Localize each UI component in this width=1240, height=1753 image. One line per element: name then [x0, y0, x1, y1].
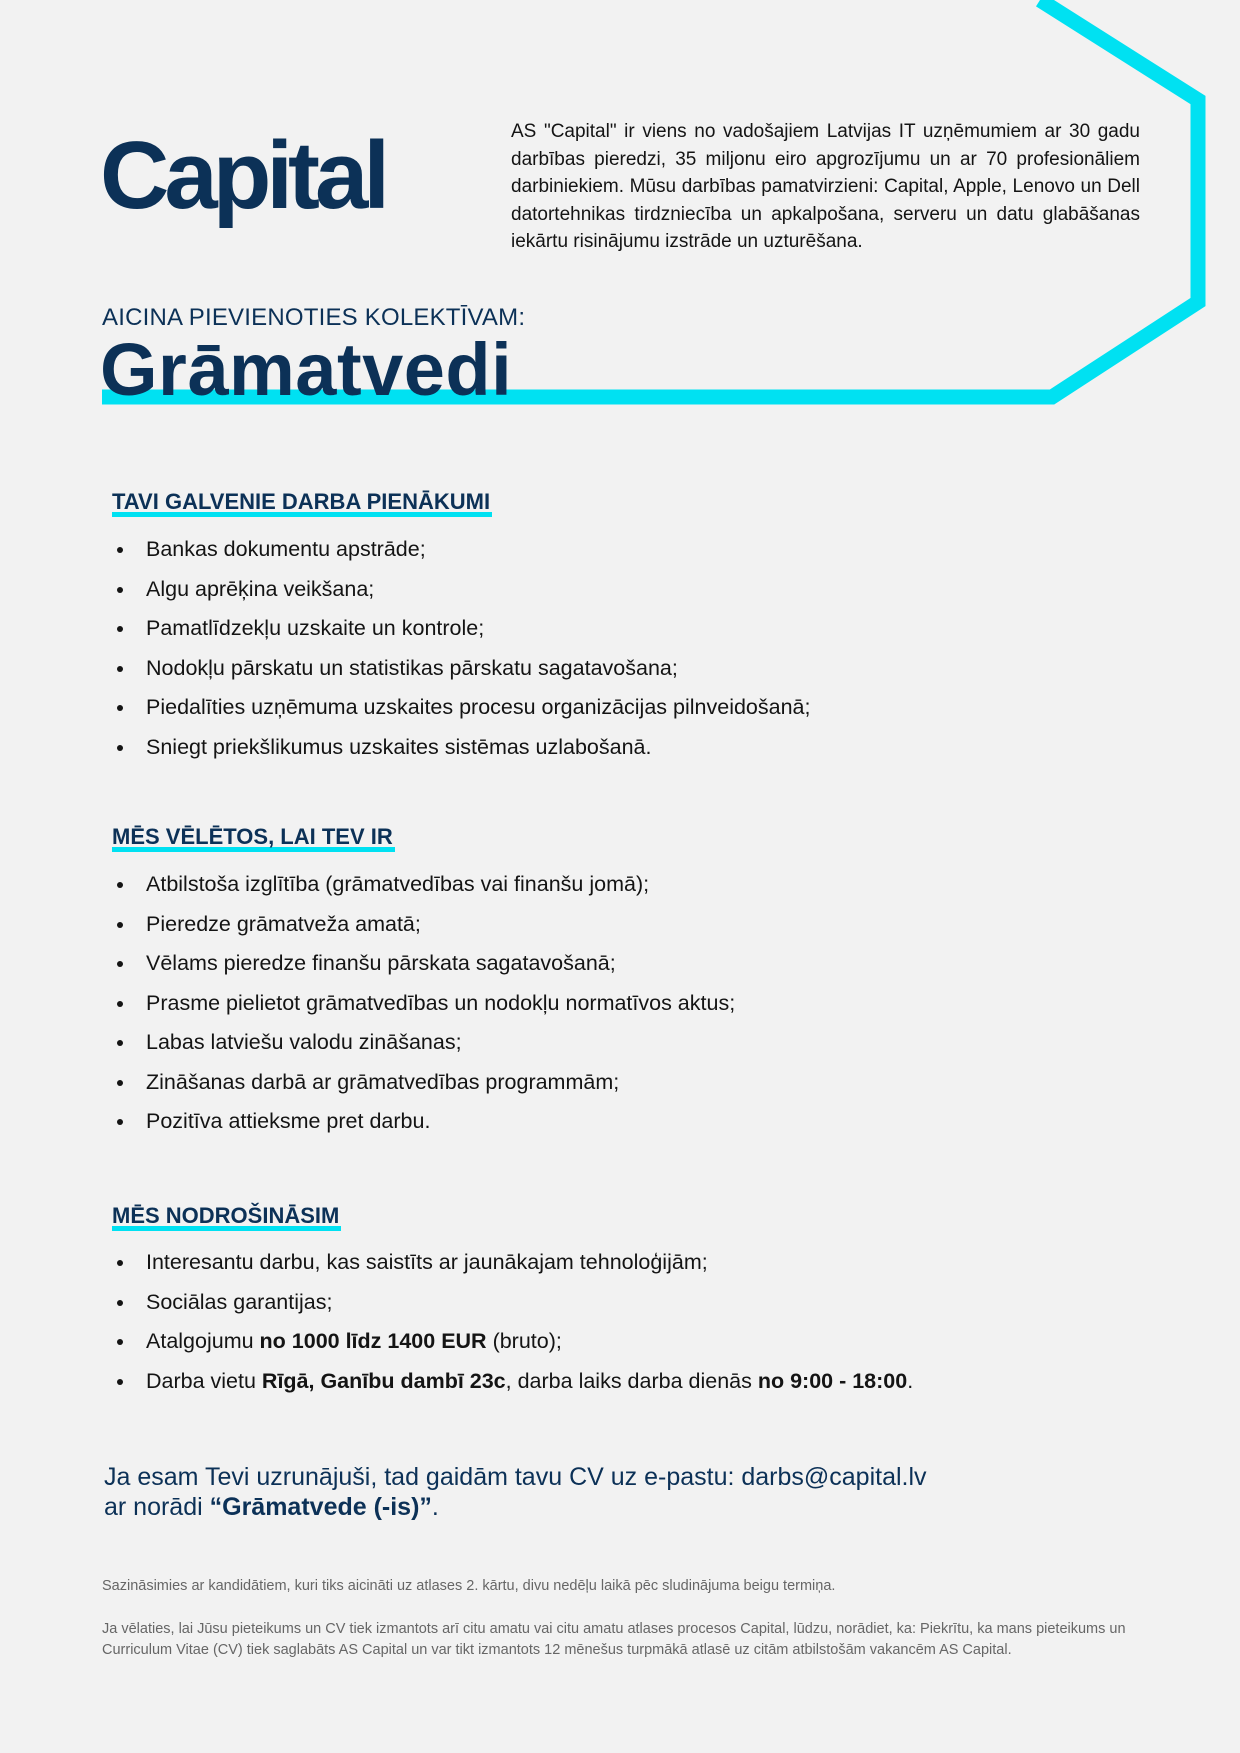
cta-line-2-pre: ar norādi	[104, 1493, 210, 1521]
list-item: • Pozitīva attieksme pret darbu.	[136, 1102, 735, 1142]
list-item: • Labas latviešu valodu zināšanas;	[136, 1023, 735, 1063]
list-item: • Pamatlīdzekļu uzskaite un kontrole;	[136, 609, 810, 649]
location-pre: Darba vietu	[146, 1368, 262, 1393]
section-title-requirements: MĒS VĒLĒTOS, LAI TEV IR	[112, 822, 395, 852]
location-address: Rīgā, Ganību dambī 23c	[261, 1368, 506, 1393]
company-intro: AS "Capital" ir viens no vadošajiem Latvijas IT uzņēmumiem ar 30 gadu darbības pieredzi, 35 miljonu eiro apgrozījumu un ar 70 profesionāliem darbiniekiem. Mūsu darbības pamatvirzieni: Capital, Apple, Lenovo un Dell datortehnikas tirdzniecība un apkalpošana, serveru un datu glabāšanas iekārtu risinājumu izstrāde un uzturēšana.	[511, 121, 1140, 252]
salary-range: no 1000 līdz 1400 EUR	[259, 1329, 487, 1353]
section-title-duties: TAVI GALVENIE DARBA PIENĀKUMI	[112, 487, 492, 517]
list-item: • Zināšanas darbā ar grāmatvedības programmām;	[136, 1063, 735, 1103]
list-item: • Pieredze grāmatveža amatā;	[136, 905, 735, 945]
salary-pre: Atalgojumu	[146, 1329, 260, 1353]
footer-note-contact: Sazināsimies ar kandidātiem, kuri tiks aicināti uz atlases 2. kārtu, divu nedēļu laikā pēc sludinājuma beigu termiņa.	[102, 1578, 836, 1594]
list-item-salary	[136, 1322, 913, 1362]
list-item: • Vēlams pieredze finanšu pārskata sagatavošanā;	[136, 944, 735, 984]
location-mid: , darba laiks darba dienās	[505, 1368, 758, 1393]
duties-list	[112, 530, 810, 767]
list-item: • Piedalīties uzņēmuma uzskaites procesu organizācijas pilnveidošanā;	[136, 688, 810, 728]
location-post: .	[907, 1368, 914, 1393]
cta-subject: “Grāmatvede (-is)”	[209, 1493, 432, 1521]
list-item: • Prasme pielietot grāmatvedības un nodokļu normatīvos aktus;	[136, 984, 735, 1024]
job-title: Grāmatvedi	[100, 328, 513, 411]
call-to-action	[104, 1462, 1004, 1522]
tagline: AICINA PIEVIENOTIES KOLEKTĪVAM:	[102, 304, 526, 331]
section-title-offer: MĒS NODROŠINĀSIM	[112, 1201, 341, 1231]
offer-list	[112, 1243, 913, 1401]
cta-line-2-post: .	[431, 1493, 439, 1521]
list-item: • Interesantu darbu, kas saistīts ar jaunākajam tehnoloģijām;	[136, 1243, 913, 1283]
salary-post: (bruto);	[486, 1329, 562, 1353]
company-logo: Capital	[100, 122, 386, 229]
list-item: • Atbilstoša izglītība (grāmatvedības vai finanšu jomā);	[136, 865, 735, 905]
cta-line-2	[104, 1492, 1004, 1522]
list-item-location	[136, 1362, 913, 1402]
requirements-list	[112, 865, 735, 1142]
list-item: • Bankas dokumentu apstrāde;	[136, 530, 810, 570]
cta-line-1: Ja esam Tevi uzrunājuši, tad gaidām tavu CV uz e-pastu: darbs@capital.lv	[104, 1463, 927, 1491]
working-hours: no 9:00 - 18:00	[757, 1368, 908, 1393]
footer-note-consent: Ja vēlaties, lai Jūsu pieteikums un CV tiek izmantots arī citu amatu vai citu amatu atlases procesos Capital, lūdzu, norādiet, ka: Piekrītu, ka mans pieteikums un Curriculum Vitae (CV) tiek saglabāts AS Capital un var tikt izmantots 12 mēnešus turpmākā atlasē uz citām atbilstošām vakancēm AS Capital.	[102, 1621, 1126, 1658]
list-item: • Nodokļu pārskatu un statistikas pārskatu sagatavošana;	[136, 649, 810, 689]
list-item: • Sniegt priekšlikumus uzskaites sistēmas uzlabošanā.	[136, 728, 810, 768]
list-item: • Sociālas garantijas;	[136, 1283, 913, 1323]
list-item: • Algu aprēķina veikšana;	[136, 570, 810, 610]
